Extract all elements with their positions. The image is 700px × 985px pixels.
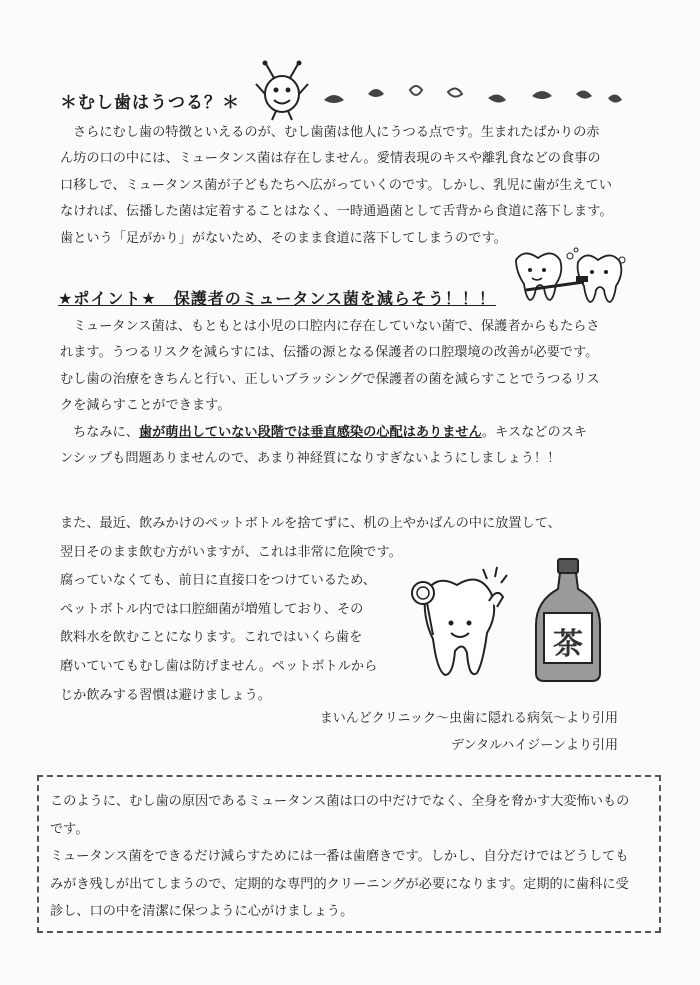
text-line: ンシップも問題ありませんので、あまり神経質になりすぎないようにしましょう！！ (60, 451, 561, 467)
point-title-text: ★ポイント★ 保護者のミュータンス菌を減らそう！！！ (58, 289, 496, 308)
section1-paragraph (60, 120, 613, 252)
text-line: です。 (50, 821, 89, 837)
text-line: 診し、口の中を清潔に保つように心がけましょう。 (50, 904, 354, 919)
section-title-point (58, 286, 496, 309)
text-line: このように、むし歯の原因であるミュータンス菌は口の中だけでなく、全身を脅かす大変怖いもの (50, 794, 630, 809)
bottle-label: 茶 (553, 627, 583, 662)
text-line: ミュータンス菌は、もともとは小児の口腔内に存在していない菌で、保護者からもたらさ (73, 319, 600, 334)
tooth-character-icon (405, 565, 515, 685)
note-suffix: 。キスなどのスキ (481, 424, 588, 440)
citation-2: デンタルハイジーンより引用 (450, 738, 618, 753)
text-line: れます。うつるリスクを減らすには、伝播の源となる保護者の口腔環境の改善が必要です。 (60, 345, 599, 361)
text-line: むし歯の治療をきちんと行い、正しいブラッシングで保護者の菌を減らすことでうつるリス (60, 371, 600, 387)
text-line: ん坊の口の中には、ミュータンス菌は存在しません。愛情表現のキスや離乳食などの食事の (60, 151, 601, 167)
section-title-mushiba-utsuru: ＊むし歯はうつる？＊ (60, 93, 240, 113)
text-line: なければ、伝播した菌は定着することはなく、一時通過菌として舌背から食道に落下します。 (60, 204, 613, 220)
note-underlined: 歯が萌出していない段階では垂直感染の心配はありません (138, 424, 482, 440)
summary-paragraph (50, 788, 629, 926)
text-line: 飲料水を飲むことになります。これではいくら歯を (60, 630, 363, 646)
text-line: 翌日そのまま飲む方がいますが、これは非常に危険です。 (60, 544, 402, 560)
text-line: また、最近、飲みかけのペットボトルを捨てずに、机の上やかばんの中に放置して、 (60, 516, 561, 531)
note-prefix: ちなみに、 (73, 424, 139, 440)
teeth-brushing-illustration-icon (510, 246, 630, 304)
citation-1: まいんどクリニック～虫歯に隠れる病気～より引用 (319, 711, 618, 726)
text-line: 腐っていなくても、前日に直接口をつけているため、 (60, 573, 376, 589)
text-line: 歯という「足がかり」がないため、そのまま食道に落下してしまうのです。 (60, 230, 507, 246)
text-line: 磨いていてもむし歯は防げません。ペットボトルから (60, 658, 378, 674)
section2-paragraph (60, 314, 600, 472)
text-line: さらにむし歯の特徴といえるのが、むし歯菌は他人にうつる点です。生まれたばかりの赤 (73, 125, 600, 140)
text-line (60, 420, 600, 446)
text-line: ミュータンス菌をできるだけ減らすためには一番は歯磨きです。しかし、自分だけではどうしても (50, 849, 629, 864)
text-line: みがき残しが出てしまうので、定期的な専門的クリーニングが必要になります。定期的に歯科に受 (50, 876, 629, 892)
text-line: 口移しで、ミュータンス菌が子どもたちへ広がっていくのです。しかし、乳児に歯が生えてい (60, 177, 612, 193)
text-line: クを減らすことができます。 (60, 398, 231, 414)
leaf-border-decoration (318, 80, 638, 110)
text-line: ペットボトル内では口腔細菌が増殖しており、その (60, 601, 364, 617)
text-line: じか飲みする習慣は避けましょう。 (60, 687, 271, 703)
tea-bottle-icon (528, 555, 608, 685)
bacteria-mascot-icon (252, 60, 312, 122)
